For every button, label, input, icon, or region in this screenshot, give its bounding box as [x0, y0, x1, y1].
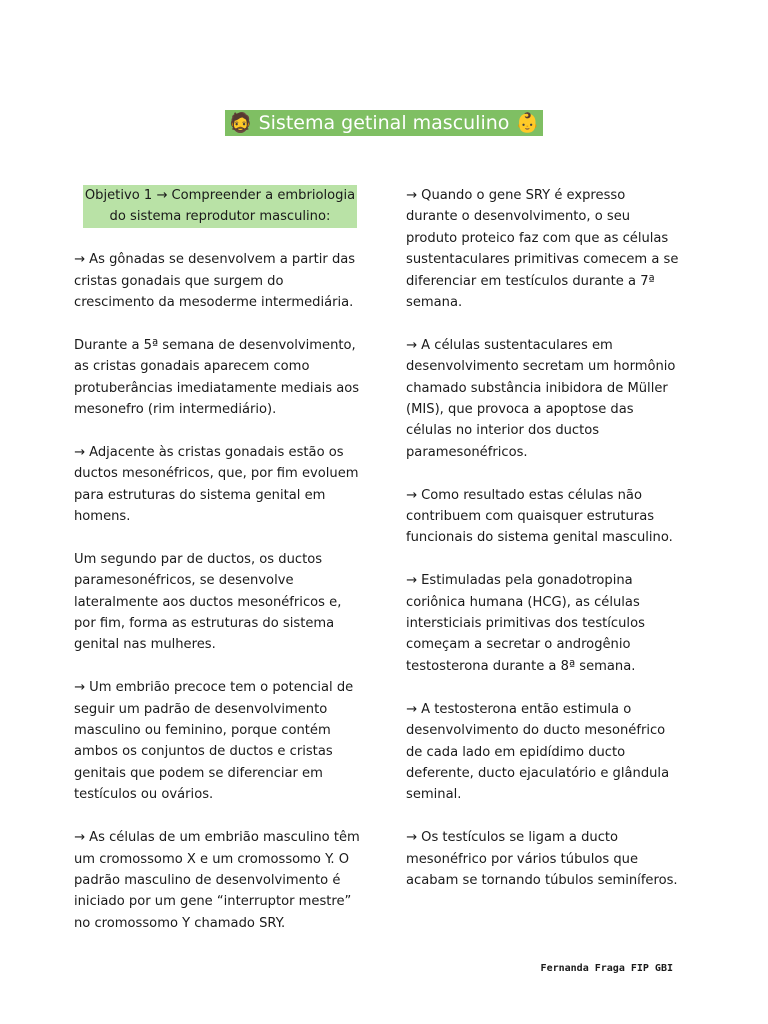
right-column — [406, 185, 696, 913]
objective-heading — [74, 185, 366, 228]
paragraph: Um segundo par de ductos, os ductos paramesonéfricos, se desenvolve lateralmente aos ductos mesonéfricos e, por fim, forma as estruturas do sistema genital nas mulheres. — [74, 551, 342, 653]
paragraph: → As células de um embrião masculino têm um cromossomo X e um cromossomo Y. O padrão masculino de desenvolvimento é iniciado por um gene “interruptor mestre” no cromossomo Y chamado SRY. — [74, 830, 360, 931]
paragraph: → Como resultado estas células não contribuem com quaisquer estruturas funcionais do sistema genital masculino. — [406, 487, 673, 546]
title-container — [0, 110, 768, 136]
author-footer: Fernanda Fraga FIP GBI — [540, 963, 673, 974]
paragraph: → A testosterona então estimula o desenvolvimento do ducto mesonéfrico de cada lado em epidídimo ducto deferente, ducto ejaculatório e glândula seminal. — [406, 701, 670, 803]
paragraph: → Um embrião precoce tem o potencial de seguir um padrão de desenvolvimento masculino ou feminino, porque contém ambos os conjuntos de ductos e cristas genitais que podem se diferenciar em testículos ou ovários. — [74, 680, 354, 803]
page-title: 🧔 Sistema getinal masculino 👶 — [225, 110, 543, 136]
paragraph: → Adjacente às cristas gonadais estão os ductos mesonéfricos, que, por fim evoluem para estruturas do sistema genital em homens. — [74, 444, 359, 525]
paragraph: → Quando o gene SRY é expresso durante o desenvolvimento, o seu produto proteico faz com que as células sustentaculares primitivas comecem a se diferenciar em testículos durante a 7ª semana. — [406, 188, 679, 311]
left-column — [74, 185, 366, 956]
paragraph: → Os testículos se ligam a ducto mesonéfrico por vários túbulos que acabam se tornando túbulos seminíferos. — [406, 830, 678, 888]
paragraph: Durante a 5ª semana de desenvolvimento, as cristas gonadais aparecem como protuberâncias imediatamente mediais aos mesonefro (rim intermediário). — [74, 337, 360, 418]
paragraph: → As gônadas se desenvolvem a partir das cristas gonadais que surgem do crescimento da mesoderme intermediária. — [74, 252, 356, 311]
objective-text: Objetivo 1 → Compreender a embriologia do sistema reprodutor masculino: — [83, 185, 357, 228]
paragraph: → A células sustentaculares em desenvolvimento secretam um hormônio chamado substância inibidora de Müller (MIS), que provoca a apoptose das células no interior dos ductos paramesonéfricos. — [406, 337, 676, 460]
paragraph: → Estimuladas pela gonadotropina coriônica humana (HCG), as células intersticiais primitivas dos testículos começam a secretar o androgênio testosterona durante a 8ª semana. — [406, 573, 645, 674]
